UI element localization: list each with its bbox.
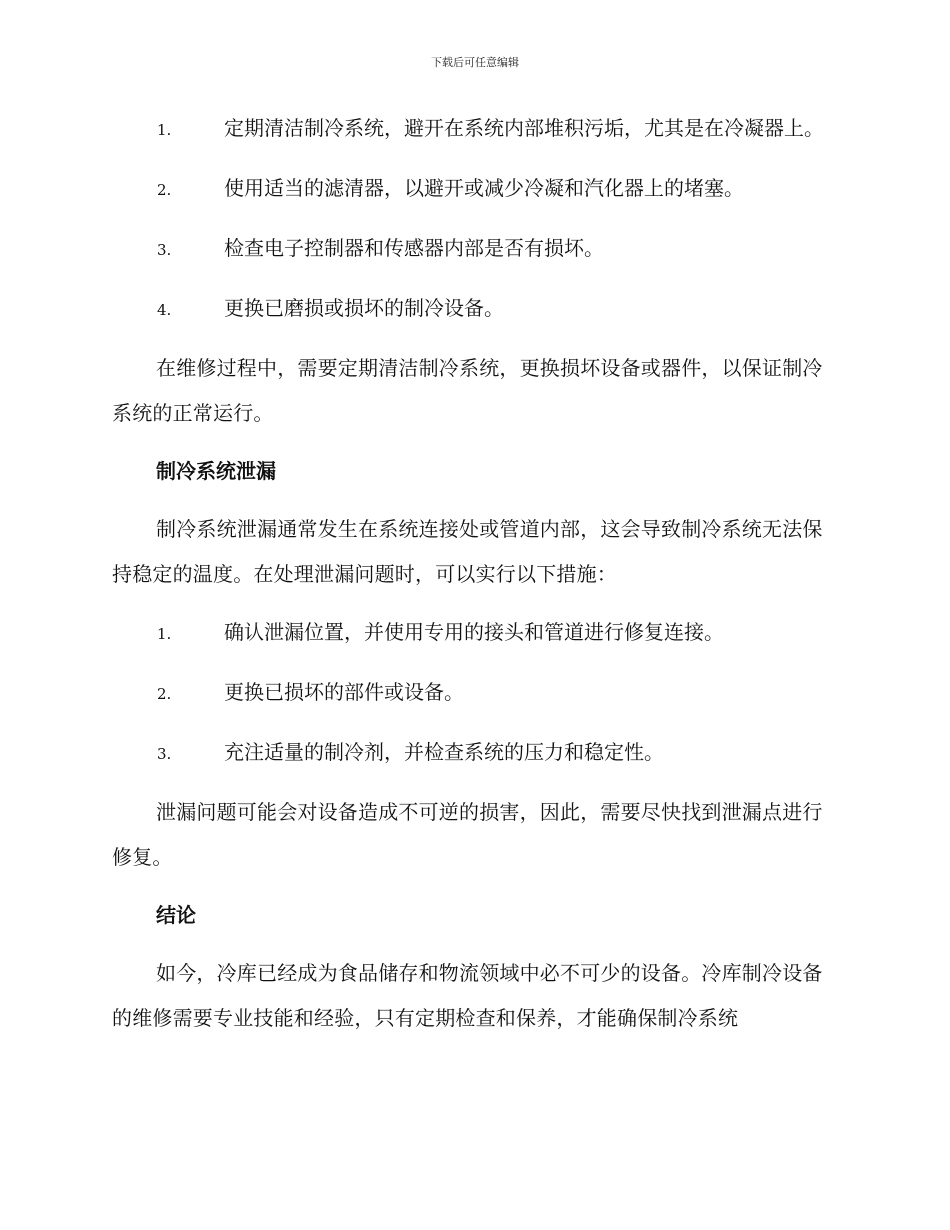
list-text: 更换已损坏的部件或设备。 xyxy=(224,680,464,704)
list-number: 3. xyxy=(157,745,172,763)
list-number: 2. xyxy=(157,685,172,703)
list-item xyxy=(112,106,834,153)
list-item xyxy=(112,670,834,717)
list-item xyxy=(112,226,834,273)
section-heading: 制冷系统泄漏 xyxy=(156,459,276,483)
list-text: 确认泄漏位置，并使用专用的接头和管道进行修复连接。 xyxy=(224,620,724,644)
list-text: 检查电子控制器和传感器内部是否有损坏。 xyxy=(224,236,604,260)
list-number: 1. xyxy=(157,625,172,643)
list-item xyxy=(112,286,834,333)
list-text: 定期清洁制冷系统，避开在系统内部堆积污垢，尤其是在冷凝器上。 xyxy=(224,116,824,140)
list-number: 2. xyxy=(157,181,172,199)
list-item xyxy=(112,166,834,213)
paragraph: 制冷系统泄漏通常发生在系统连接处或管道内部，这会导致制冷系统无法保持稳定的温度。在处理泄漏问题时，可以实行以下措施： xyxy=(112,517,823,586)
list-text: 更换已磨损或损坏的制冷设备。 xyxy=(224,296,504,320)
paragraph: 如今，冷库已经成为食品储存和物流领域中必不可少的设备。冷库制冷设备的维修需要专业技能和经验，只有定期检查和保养，才能确保制冷系统 xyxy=(112,961,823,1030)
list-text: 充注适量的制冷剂，并检查系统的压力和稳定性。 xyxy=(224,740,664,764)
document-body xyxy=(112,106,834,1054)
list-text: 使用适当的滤清器，以避开或减少冷凝和汽化器上的堵塞。 xyxy=(224,176,744,200)
section-heading: 结论 xyxy=(156,903,196,927)
list-item xyxy=(112,610,834,657)
list-number: 4. xyxy=(157,301,172,319)
list-number: 3. xyxy=(157,241,172,259)
page-header: 下载后可任意编辑 xyxy=(431,56,519,69)
list-number: 1. xyxy=(157,121,172,139)
list-item xyxy=(112,730,834,777)
paragraph: 在维修过程中，需要定期清洁制冷系统，更换损坏设备或器件，以保证制冷系统的正常运行。 xyxy=(112,356,823,425)
paragraph: 泄漏问题可能会对设备造成不可逆的损害，因此，需要尽快找到泄漏点进行修复。 xyxy=(112,800,823,869)
